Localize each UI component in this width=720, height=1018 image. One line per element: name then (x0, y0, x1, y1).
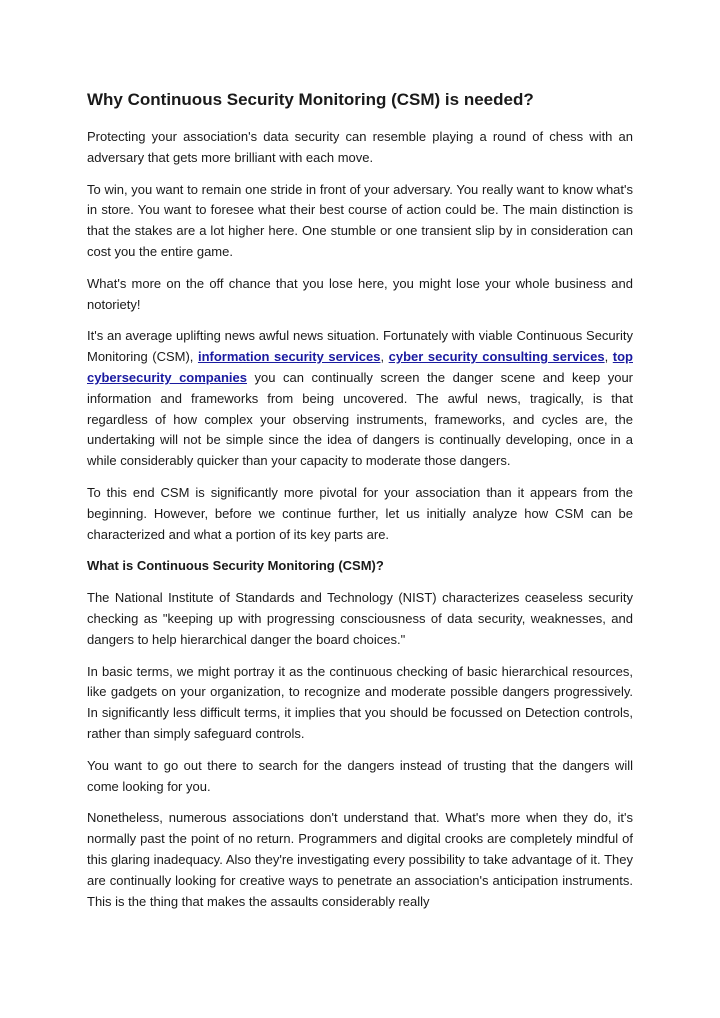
link-information-security-services[interactable]: information security services (197, 349, 381, 365)
paragraph-8: You want to go out there to search for the dangers instead of trusting that the dangers will come looking for you. (87, 757, 633, 794)
paragraph-4-intro: It's an average uplifting news awful news situation. Fortunately with viable Continuous Security Monitoring (CSM), (87, 328, 633, 365)
paragraph-2: To win, you want to remain one stride in front of your adversary. You really want to know what's in store. You want to foresee what their best course of action could be. The main distinction is that the stakes are a lot higher here. One stumble or one transient slip by in consideration can cost you the entire game. (87, 181, 633, 259)
paragraph-5: To this end CSM is significantly more pivotal for your association than it appears from the beginning. However, before we continue further, let us initially analyze how CSM can be characterized and what a portion of its key parts are. (87, 484, 633, 542)
link-separator: , (380, 349, 389, 365)
paragraph-6: The National Institute of Standards and Technology (NIST) characterizes ceaseless security checking as "keeping up with progressing consciousness of data security, weaknesses, and dangers to help hierarchical danger the board choices." (87, 590, 633, 647)
paragraph-4-rest: you can continually screen the danger scene and keep your information and frameworks from being uncovered. The awful news, tragically, is that regardless of how complex your observing instruments, frameworks, and cycles are, the undertaking will not be simple since the idea of dangers is continually developing, once in a while considerably quicker than your capacity to moderate those dangers. (87, 369, 633, 469)
document-title: Why Continuous Security Monitoring (CSM) is needed? (87, 90, 534, 109)
section-subheading: What is Continuous Security Monitoring (CSM)? (87, 558, 384, 574)
paragraph-9: Nonetheless, numerous associations don't understand that. What's more when they do, it's normally past the point of no return. Programmers and digital crooks are completely mindful of this glaring inadequacy. Also they're investigating every possibility to take advantage of it. They are continually looking for creative ways to penetrate an association's anticipation instruments. This is the thing that makes the assaults considerably really (87, 810, 633, 909)
link-top-cybersecurity-companies[interactable]: top cybersecurity companies (87, 349, 633, 385)
paragraph-4 (87, 326, 633, 472)
link-cyber-security-consulting-services[interactable]: cyber security consulting services (388, 349, 605, 365)
paragraph-1: Protecting your association's data security can resemble playing a round of chess with an adversary that gets more brilliant with each move. (87, 129, 633, 165)
document-page (87, 88, 633, 923)
paragraph-3: What's more on the off chance that you lose here, you might lose your whole business and notoriety! (87, 275, 633, 312)
paragraph-7: In basic terms, we might portray it as the continuous checking of basic hierarchical resources, like gadgets on your organization, to recognize and moderate possible dangers progressively. In significantly less difficult terms, it implies that you should be focussed on Detection controls, rather than simply safeguard controls. (87, 663, 633, 741)
link-separator: , (604, 349, 613, 365)
